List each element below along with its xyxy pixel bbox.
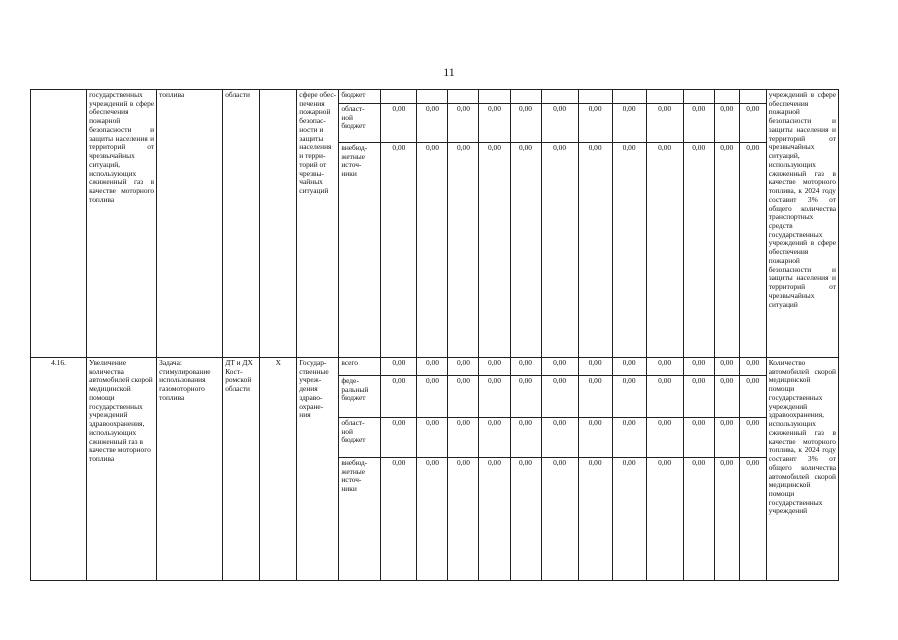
cell: 0,00	[510, 376, 541, 418]
cell: 0,00	[683, 458, 714, 581]
cell: 0,00	[541, 376, 578, 418]
cell: 0,00	[510, 418, 541, 458]
row-a-sphere: сфере обес- печения пожарной безопас- ности и защиты населения и терри- торий от чрезвы- чайных ситуаций	[297, 90, 339, 358]
cell: 0,00	[683, 143, 714, 358]
cell: 0,00	[578, 358, 612, 376]
cell: 0,00	[381, 418, 417, 458]
cell: 0,00	[612, 104, 646, 143]
cell: 0,00	[381, 358, 417, 376]
cell: 0,00	[541, 418, 578, 458]
cell: 0,00	[739, 418, 766, 458]
cell: 0,00	[479, 143, 510, 358]
cell: 0,00	[541, 358, 578, 376]
cell: 0,00	[646, 104, 683, 143]
cell: 0,00	[479, 458, 510, 581]
row-a-budget	[31, 90, 839, 104]
row-a-mark	[260, 90, 297, 358]
cell: 0,00	[448, 418, 479, 458]
cell: 0,00	[714, 376, 739, 418]
cell: 0,00	[612, 358, 646, 376]
cell: 0,00	[646, 358, 683, 376]
program-table	[30, 89, 839, 581]
cell: 0,00	[578, 376, 612, 418]
page-number: 11	[443, 65, 455, 79]
cell: 0,00	[612, 418, 646, 458]
cell: 0,00	[479, 376, 510, 418]
row-b-fund-extra: внебюд- жетные источ- ники	[339, 458, 381, 581]
row-b-fund-total: всего	[339, 358, 381, 376]
row-b-mark: Х	[260, 358, 297, 581]
cell: 0,00	[646, 458, 683, 581]
cell: 0,00	[714, 458, 739, 581]
cell: 0,00	[541, 104, 578, 143]
cell: 0,00	[714, 418, 739, 458]
cell: 0,00	[541, 458, 578, 581]
cell: 0,00	[683, 376, 714, 418]
cell: 0,00	[739, 376, 766, 418]
row-b-number: 4.16.	[31, 358, 87, 581]
row-a-fund-regional: област- ной бюджет	[339, 104, 381, 143]
row-b-sphere: Государ- ственные учреж- дения здраво- охране- ния	[297, 358, 339, 581]
row-b-objective: Увеличение количества автомобилей скорой медицинской помощи государственных учреждений здравоохранения, использующих сжиженный газ в качестве моторного топлива	[87, 358, 157, 581]
cell: 0,00	[510, 104, 541, 143]
cell: 0,00	[578, 458, 612, 581]
cell: 0,00	[448, 376, 479, 418]
cell: 0,00	[417, 376, 448, 418]
row-a-task: топлива	[157, 90, 223, 358]
cell: 0,00	[448, 143, 479, 358]
row-b-fund-federal: феде- ральный бюджет	[339, 376, 381, 418]
cell: 0,00	[612, 458, 646, 581]
cell: 0,00	[381, 104, 417, 143]
cell: 0,00	[381, 143, 417, 358]
cell: 0,00	[646, 376, 683, 418]
row-a-fund-budget: бюджет	[339, 90, 381, 104]
cell: 0,00	[448, 458, 479, 581]
cell: 0,00	[612, 143, 646, 358]
cell: 0,00	[714, 358, 739, 376]
cell: 0,00	[510, 143, 541, 358]
cell: 0,00	[448, 358, 479, 376]
cell: 0,00	[646, 418, 683, 458]
cell: 0,00	[578, 418, 612, 458]
cell: 0,00	[739, 104, 766, 143]
cell: 0,00	[448, 104, 479, 143]
cell: 0,00	[417, 458, 448, 581]
cell: 0,00	[683, 418, 714, 458]
cell: 0,00	[646, 143, 683, 358]
row-b-task: Задача: стимулирование использования газомоторного топлива	[157, 358, 223, 581]
row-b-executor: ДТ и ДХ Кост- ромской области	[223, 358, 260, 581]
cell: 0,00	[510, 358, 541, 376]
row-a-fund-extra: внебюд- жетные источ- ники	[339, 143, 381, 358]
cell: 0,00	[479, 418, 510, 458]
row-a-executor: области	[223, 90, 260, 358]
cell: 0,00	[381, 458, 417, 581]
cell: 0,00	[739, 358, 766, 376]
cell: 0,00	[417, 143, 448, 358]
row-a-objective: государственных учреждений в сфере обеспечения пожарной безопасности и защиты населения и территорий от чрезвычайных ситуаций, использующих сжиженный газ в качестве моторного топлива	[87, 90, 157, 358]
cell: 0,00	[541, 143, 578, 358]
cell: 0,00	[739, 458, 766, 581]
cell: 0,00	[479, 104, 510, 143]
row-a-indicator: учреждений в сфере обеспечения пожарной безопасности и защиты населения и территорий от чрезвычайных ситуаций, использующих сжиженный газ в качестве моторного топлива, к 2024 году составит 3% от общего количества транспортных средств государственных учреждений в сфере обеспечения пожарной безопасности и защиты населения и территорий от чрезвычайных ситуаций	[766, 90, 838, 358]
cell: 0,00	[381, 376, 417, 418]
cell: 0,00	[714, 104, 739, 143]
cell: 0,00	[417, 418, 448, 458]
cell: 0,00	[612, 376, 646, 418]
row-b-total	[31, 358, 839, 376]
cell: 0,00	[479, 358, 510, 376]
cell: 0,00	[417, 104, 448, 143]
cell: 0,00	[578, 104, 612, 143]
cell: 0,00	[714, 143, 739, 358]
cell: 0,00	[739, 143, 766, 358]
cell: 0,00	[510, 458, 541, 581]
cell: 0,00	[578, 143, 612, 358]
cell: 0,00	[683, 104, 714, 143]
cell: 0,00	[417, 358, 448, 376]
cell: 0,00	[683, 358, 714, 376]
row-b-fund-regional: област- ной бюджет	[339, 418, 381, 458]
row-a-number	[31, 90, 87, 358]
row-b-indicator: Количество автомобилей скорой медицинской помощи государственных учреждений здравоохранения, использующих сжиженный газ в качестве моторного топлива, к 2024 году составит 3% от общего количества автомобилей скорой медицинской помощи государственных учреждений	[766, 358, 838, 581]
